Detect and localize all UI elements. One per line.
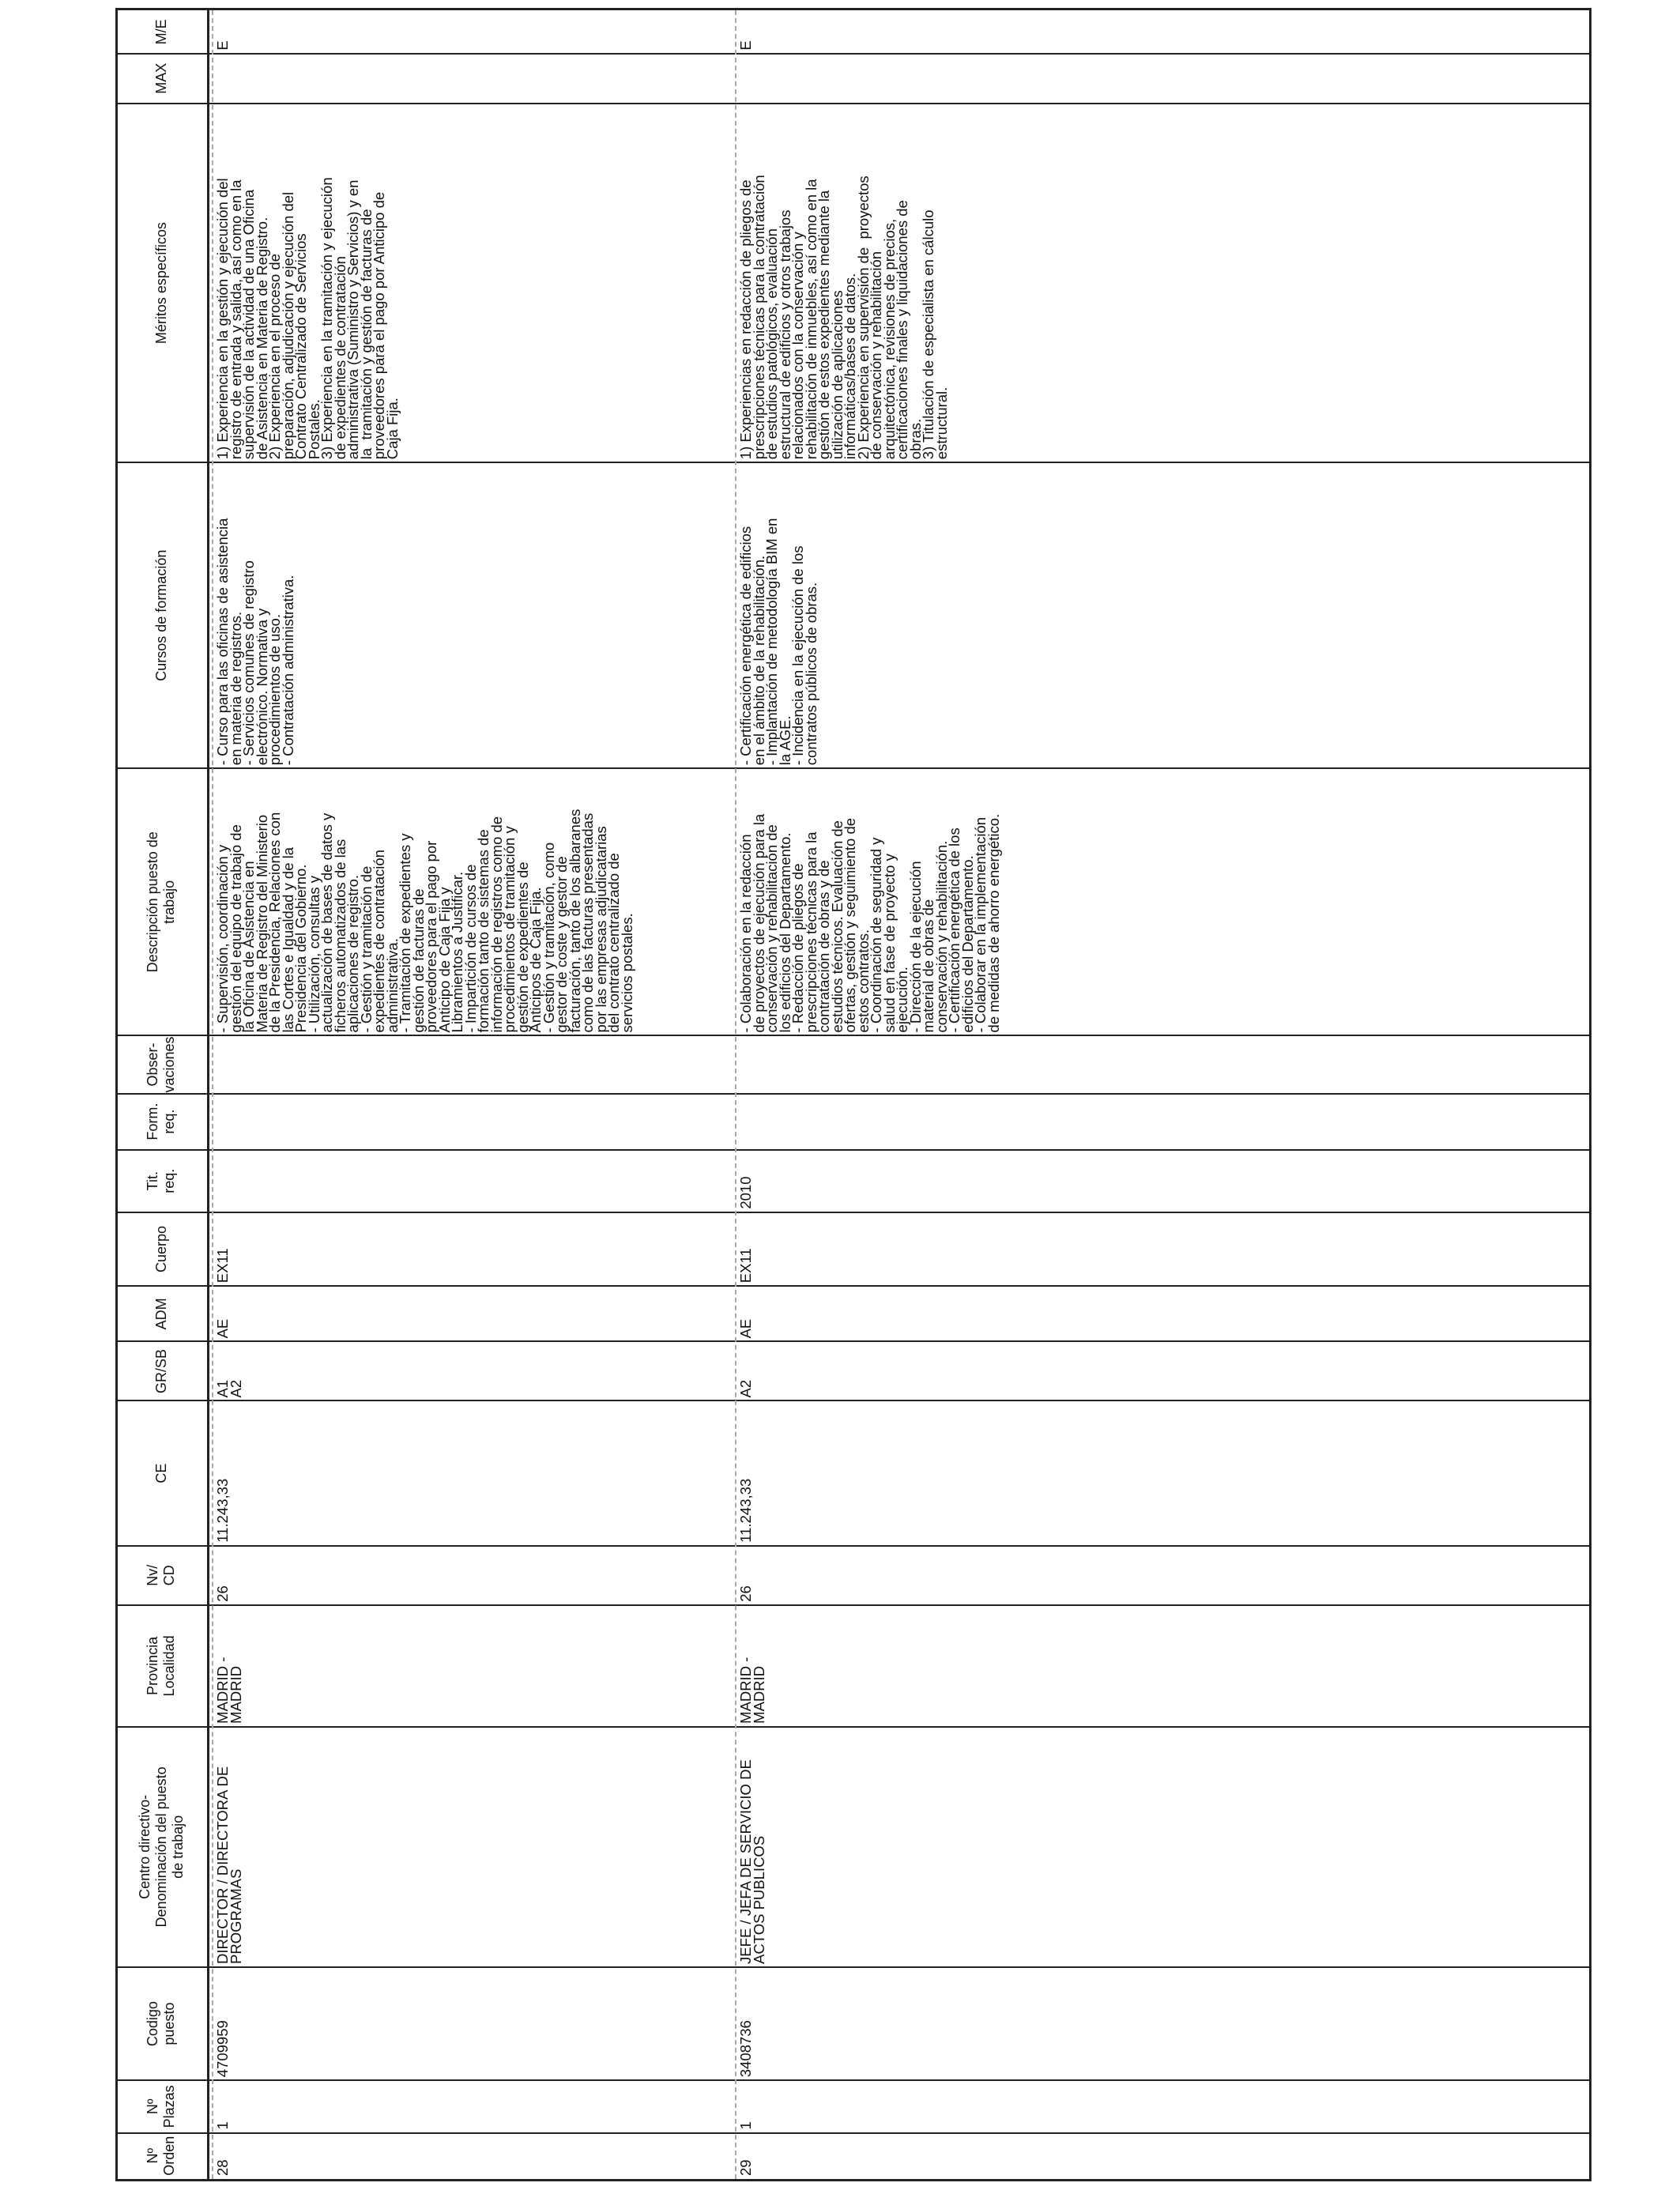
row-28-meritos-line: Postales. bbox=[305, 399, 322, 460]
header-observaciones-line: Obser- bbox=[145, 1042, 160, 1087]
header-orden bbox=[115, 2133, 207, 2179]
row-28-orden: 28 bbox=[214, 2159, 231, 2176]
row-29-descripcion bbox=[737, 770, 1585, 1033]
row-29-meritos-line: de conservación y rehabilitación bbox=[868, 251, 884, 460]
row-29-cursos-line: - Certificación energética de edificios bbox=[737, 526, 754, 766]
row-29-meritos-line: 1) Experiencias en redacción de pliegos de bbox=[737, 179, 754, 460]
header-grupo-line: GR/SB bbox=[153, 1348, 169, 1393]
row-29-provincia-line: MADRID - bbox=[737, 1657, 754, 1724]
row-separator bbox=[735, 10, 736, 2179]
row-28-cursos-line: electrónico. Normativa y bbox=[253, 608, 270, 766]
header-max-line: MAX bbox=[153, 62, 169, 94]
column-separator bbox=[115, 1400, 1591, 1401]
row-28-descripcion-line: Materia de Registro del Ministerio bbox=[253, 814, 270, 1033]
row-28-adm: AE bbox=[214, 1318, 231, 1339]
row-28-cursos-line: - Servicios comunes de registro bbox=[240, 560, 257, 766]
header-adm bbox=[115, 1286, 207, 1341]
column-separator bbox=[115, 1212, 1591, 1213]
row-29-grupo bbox=[737, 1343, 1585, 1398]
row-29-centro bbox=[737, 1728, 1585, 1964]
row-29-meritos-line: arquitectónica, revisiones de precios, bbox=[880, 218, 898, 460]
row-29-cursos-line: en el ámbito de la rehabilitación. bbox=[750, 555, 767, 766]
row-28-provincia bbox=[214, 1607, 730, 1724]
header-ce-line: CE bbox=[153, 1463, 169, 1483]
header-formacion-line: Form. bbox=[145, 1103, 160, 1140]
header-cursos bbox=[115, 462, 207, 768]
row-29-meritos-line: informáticas/bases de datos. bbox=[842, 273, 858, 460]
header-plazas bbox=[115, 2080, 207, 2132]
header-ce bbox=[115, 1400, 207, 1545]
row-separator bbox=[212, 10, 213, 2179]
header-centro bbox=[115, 1727, 207, 1967]
row-28-cursos-line: procedimientos de uso. bbox=[266, 613, 283, 766]
row-29-descripcion-line: estos contratos. bbox=[854, 929, 872, 1033]
row-28-descripcion-line: facturación, tanto de los albaranes bbox=[566, 809, 583, 1033]
row-28-descripcion-line: Anticipos de Caja Fija. bbox=[527, 887, 544, 1033]
row-29-descripcion-line: ofertas, gestión y seguimiento de bbox=[842, 817, 858, 1033]
row-28-descripcion-line: aplicaciones de registro. bbox=[345, 874, 361, 1033]
row-28-me: E bbox=[214, 40, 231, 51]
row-29-plazas: 1 bbox=[737, 2121, 754, 2130]
row-28-meritos-line: la tramitación y gestión de facturas de bbox=[357, 209, 375, 460]
row-28-descripcion-line: - Gestión y tramitación, como bbox=[540, 842, 557, 1033]
row-28-max bbox=[217, 55, 730, 100]
row-29-grupo-line: A2 bbox=[737, 1379, 754, 1398]
header-grupo bbox=[115, 1341, 207, 1400]
row-28-descripcion-line: por las empresas adjudicatarias bbox=[592, 826, 609, 1033]
row-28-descripcion-line: información de registros como de bbox=[488, 816, 505, 1033]
column-separator bbox=[115, 53, 1591, 55]
row-29-max bbox=[740, 55, 1585, 100]
header-meritos-line: Méritos específicos bbox=[153, 222, 169, 345]
row-28-descripcion-line: gestión del equipo de trabajo de bbox=[227, 824, 244, 1033]
row-28-meritos-line: Contrato Centralizado de Servicios bbox=[292, 233, 309, 460]
row-28-descripcion-line: - Impartición de cursos de bbox=[461, 864, 479, 1033]
row-28-descripcion-line: gestión de expedientes de bbox=[514, 861, 531, 1033]
row-28-provincia-line: MADRID bbox=[227, 1665, 244, 1724]
row-28-descripcion-line: procedimientos de tramitación y bbox=[501, 826, 518, 1033]
row-29-meritos-line: relacionados con la conservación y bbox=[789, 232, 806, 460]
row-28-meritos-line: Caja Fija. bbox=[383, 398, 401, 460]
header-max bbox=[115, 54, 207, 104]
row-28-descripcion-line: proveedores para el pago por bbox=[423, 840, 439, 1033]
row-28-grupo bbox=[214, 1343, 730, 1398]
row-28-cursos-line: en materia de registros. bbox=[227, 611, 244, 766]
row-29-meritos bbox=[737, 105, 1585, 460]
header-nivel bbox=[115, 1546, 207, 1605]
row-28-meritos-line: administrativa (Suministro y Servicios) y en bbox=[345, 179, 361, 460]
row-28-descripcion-line: formación tanto de sistemas de bbox=[475, 829, 492, 1033]
header-cuerpo-line: Cuerpo bbox=[153, 1225, 169, 1272]
row-28-observaciones bbox=[217, 1037, 730, 1090]
row-28-formacion bbox=[217, 1095, 730, 1147]
row-28-descripcion-line: Libramientos a Justificar. bbox=[449, 871, 465, 1033]
row-28-grupo-line: A2 bbox=[227, 1379, 244, 1398]
row-29-descripcion-line: - Colaborar en la implementación bbox=[972, 816, 989, 1033]
row-28-descripcion-line: Presidencia del Gobierno. bbox=[292, 864, 309, 1033]
row-29-meritos-line: de estudios patológicos, evaluación bbox=[763, 228, 780, 460]
row-28-descripcion-line: del contrato centralizado de bbox=[605, 853, 622, 1033]
header-bottom-border bbox=[207, 10, 209, 2179]
row-28-meritos bbox=[214, 105, 730, 460]
job-listing-table bbox=[115, 8, 1591, 2181]
row-29-descripcion-line: - Certificación energética de los bbox=[946, 827, 962, 1033]
header-adm-line: ADM bbox=[153, 1298, 169, 1330]
row-28-meritos-line: de expedientes de contratación bbox=[331, 256, 348, 460]
row-29-adm: AE bbox=[737, 1318, 754, 1339]
row-29-centro-line: JEFE / JEFA DE SERVICIO DE bbox=[737, 1759, 754, 1964]
row-29-observaciones bbox=[740, 1037, 1585, 1090]
row-29-descripcion-line: - Colaboración en la redacción bbox=[737, 834, 754, 1033]
row-29-cursos-line: la AGE. bbox=[776, 715, 793, 766]
row-28-descripcion-line: servicios postales. bbox=[618, 913, 635, 1033]
row-28-descripcion-line: expedientes de contratación bbox=[371, 850, 387, 1033]
row-28-descripcion-line: las Cortes e Igualdad y de la bbox=[279, 846, 296, 1033]
row-29-descripcion-line: contratación de obras y de bbox=[816, 860, 832, 1033]
row-28-meritos-line: 3) Experiencia en la tramitación y ejecución bbox=[318, 177, 335, 460]
row-29-meritos-line: estructural de edificios y otros trabajos bbox=[776, 209, 793, 460]
header-codigo-line: puesto bbox=[161, 2002, 177, 2045]
header-provincia-line: Provincia bbox=[145, 1636, 160, 1695]
row-28-meritos-line: preparación, adjudicación y ejecución del bbox=[279, 191, 296, 460]
column-separator bbox=[115, 1545, 1591, 1547]
row-28-titulacion bbox=[217, 1152, 730, 1209]
row-28-meritos-line: de Asistencia en Materia de Registro. bbox=[253, 217, 270, 460]
column-separator bbox=[115, 2132, 1591, 2134]
header-centro-line: Centro directivo- bbox=[136, 1794, 153, 1899]
row-28-grupo-line: A1 bbox=[214, 1379, 231, 1398]
row-29-meritos-line: 2) Experiencia en supervisión de proyectos bbox=[854, 175, 872, 460]
row-29-ce: 11.243,33 bbox=[737, 1478, 754, 1543]
header-plazas-line: Nº bbox=[145, 2098, 160, 2115]
row-28-centro-line: DIRECTOR / DIRECTORA DE bbox=[214, 1766, 231, 1964]
row-29-nivel: 26 bbox=[737, 1585, 754, 1602]
column-separator bbox=[115, 1149, 1591, 1151]
row-28-cursos-line: - Curso para las oficinas de asistencia bbox=[214, 518, 231, 766]
column-separator bbox=[115, 1604, 1591, 1606]
row-28-descripcion-line: - Gestión y tramitación de bbox=[357, 865, 375, 1033]
row-29-cursos bbox=[737, 464, 1585, 766]
header-formacion-line: req. bbox=[161, 1109, 177, 1134]
row-28-descripcion-line: administrativa. bbox=[383, 938, 401, 1033]
bottom-border bbox=[1589, 10, 1591, 2179]
row-29-centro-line: ACTOS PUBLICOS bbox=[750, 1835, 767, 1964]
row-29-meritos-line: certificaciones finales y liquidaciones de bbox=[894, 200, 910, 460]
column-separator bbox=[115, 1966, 1591, 1968]
column-separator bbox=[115, 2079, 1591, 2081]
header-observaciones bbox=[115, 1035, 207, 1093]
header-nivel-line: CD bbox=[161, 1565, 177, 1586]
row-28-cuerpo: EX11 bbox=[214, 1248, 231, 1284]
header-cursos-line: Cursos de formación bbox=[153, 549, 169, 681]
header-descripcion-line: trabajo bbox=[161, 880, 177, 924]
row-29-descripcion-line: de proyectos de ejecución para la bbox=[750, 813, 767, 1033]
row-29-descripcion-line: edificios del Departamento. bbox=[959, 855, 976, 1033]
row-28-descripcion-line: Anticipo de Caja Fija y bbox=[435, 887, 453, 1033]
header-provincia bbox=[115, 1605, 207, 1727]
row-29-descripcion-line: conservación y rehabilitación de bbox=[763, 824, 780, 1033]
row-28-centro bbox=[214, 1728, 730, 1964]
row-28-meritos-line: supervisión de la actividad de una Oficina bbox=[240, 189, 257, 460]
row-28-descripcion-line: de la Presidencia, Relaciones con bbox=[266, 812, 283, 1033]
row-28-meritos-line: proveedores para el pago por Anticipo de bbox=[371, 191, 387, 460]
row-29-codigo: 3408736 bbox=[737, 2020, 754, 2078]
header-codigo-line: Codigo bbox=[145, 2001, 160, 2047]
row-29-descripcion-line: conservación y rehabilitación. bbox=[932, 840, 950, 1033]
row-29-descripcion-line: - Redacción de pliegos de bbox=[789, 863, 806, 1033]
row-28-meritos-line: registro de entrada y salida, así como en la bbox=[227, 179, 244, 460]
row-29-provincia-line: MADRID bbox=[750, 1665, 767, 1724]
row-29-provincia bbox=[737, 1607, 1585, 1724]
row-28-descripcion-line: gestión de facturas de bbox=[409, 888, 427, 1033]
row-28-meritos-line: 2) Experiencia en el proceso de bbox=[266, 254, 283, 460]
column-separator bbox=[115, 1285, 1591, 1287]
header-meritos bbox=[115, 104, 207, 462]
row-28-descripcion-line: ficheros automatizados de las bbox=[331, 839, 348, 1033]
row-28-descripcion-line: - Supervisión, coordinación y bbox=[214, 844, 231, 1033]
row-29-meritos-line: gestión de estos expedientes mediante la bbox=[816, 190, 832, 460]
row-28-descripcion-line: actualización de bases de datos y bbox=[318, 812, 335, 1033]
row-29-cursos-line: - Incidencia en la ejecución de los bbox=[789, 545, 806, 766]
row-28-descripcion-line: gestor de coste y gestor de bbox=[553, 856, 570, 1033]
row-29-meritos-line: rehabilitación de inmuebles, así como en la bbox=[802, 179, 819, 460]
row-29-descripcion-line: salud en fase de proyecto y bbox=[880, 854, 898, 1033]
row-29-meritos-line: estructural. bbox=[932, 386, 950, 460]
row-29-descripcion-line: los edificios del Departamento. bbox=[776, 832, 793, 1033]
row-28-descripcion-line: - Utilización, consultas y bbox=[305, 876, 322, 1033]
row-28-centro-line: PROGRAMAS bbox=[227, 1868, 244, 1964]
header-descripcion bbox=[115, 768, 207, 1035]
column-separator bbox=[115, 462, 1591, 463]
row-28-cursos-line: - Contratación administrativa. bbox=[279, 575, 296, 766]
row-29-meritos-line: 3) Titulación de especialista en cálculo bbox=[920, 209, 936, 460]
row-29-formacion bbox=[740, 1095, 1585, 1147]
header-descripcion-line: Descripción puesto de bbox=[145, 831, 160, 973]
header-centro-line: de trabajo bbox=[169, 1815, 186, 1879]
row-28-descripcion bbox=[214, 770, 730, 1033]
row-28-ce: 11.243,33 bbox=[214, 1478, 231, 1543]
row-28-provincia-line: MADRID - bbox=[214, 1657, 231, 1724]
row-29-descripcion-line: prescripciones técnicas para la bbox=[802, 831, 819, 1033]
header-provincia-line: Localidad bbox=[161, 1635, 177, 1697]
row-28-plazas: 1 bbox=[214, 2121, 231, 2130]
row-29-orden: 29 bbox=[737, 2159, 754, 2176]
column-separator bbox=[115, 1093, 1591, 1095]
row-29-meritos-line: obras. bbox=[906, 418, 924, 460]
row-29-meritos-line: utilización de aplicaciones bbox=[828, 290, 846, 460]
row-29-titulacion: 2010 bbox=[737, 1176, 754, 1209]
header-titulacion bbox=[115, 1150, 207, 1212]
header-orden-line: Orden bbox=[161, 2136, 177, 2176]
row-29-descripcion-line: - Coordinación de seguridad y bbox=[868, 837, 884, 1033]
row-29-descripcion-line: estudios técnicos. Evaluación de bbox=[828, 820, 846, 1033]
header-titulacion-line: req. bbox=[161, 1168, 177, 1193]
row-29-cursos-line: contratos públicos de obras. bbox=[802, 582, 819, 766]
row-29-cursos-line: - Implantación de metodología BIM en bbox=[763, 518, 780, 766]
row-29-descripcion-line: - Dirección de la ejecución bbox=[906, 861, 924, 1033]
column-separator bbox=[115, 1340, 1591, 1342]
row-29-descripcion-line: ejecución. bbox=[894, 967, 910, 1033]
row-28-descripcion-line: la Oficina de Asistencia en bbox=[240, 861, 257, 1033]
row-29-meritos-line: prescripciones técnicas para la contratación bbox=[750, 175, 767, 460]
header-orden-line: Nº bbox=[145, 2147, 160, 2164]
column-separator bbox=[115, 1035, 1591, 1036]
row-29-me: E bbox=[737, 40, 754, 51]
row-29-cuerpo: EX11 bbox=[737, 1248, 754, 1284]
column-separator bbox=[115, 1726, 1591, 1728]
header-cuerpo bbox=[115, 1212, 207, 1287]
header-plazas-line: Plazas bbox=[161, 2085, 177, 2128]
column-separator bbox=[115, 767, 1591, 769]
row-29-descripcion-line: de medidas de ahorro energético. bbox=[985, 813, 1002, 1033]
row-28-descripcion-line: como de las facturas presentadas bbox=[579, 812, 596, 1033]
header-nivel-line: Nv/ bbox=[145, 1564, 160, 1586]
header-codigo bbox=[115, 1967, 207, 2080]
row-28-nivel: 26 bbox=[214, 1585, 231, 1602]
header-titulacion-line: Tit. bbox=[145, 1171, 160, 1191]
row-28-cursos bbox=[214, 464, 730, 766]
header-formacion bbox=[115, 1094, 207, 1150]
header-observaciones-line: vaciones bbox=[161, 1036, 177, 1093]
column-separator bbox=[115, 103, 1591, 104]
row-28-descripcion-line: - Tramitación de expedientes y bbox=[397, 833, 413, 1033]
header-me-line: M/E bbox=[153, 19, 169, 45]
header-centro-line: Denominación del puesto bbox=[153, 1766, 169, 1928]
row-28-codigo: 4709959 bbox=[214, 2020, 231, 2078]
header-me bbox=[115, 10, 207, 54]
row-29-descripcion-line: material de obras de bbox=[920, 899, 936, 1033]
row-28-meritos-line: 1) Experiencia en la gestión y ejecución del bbox=[214, 178, 231, 460]
